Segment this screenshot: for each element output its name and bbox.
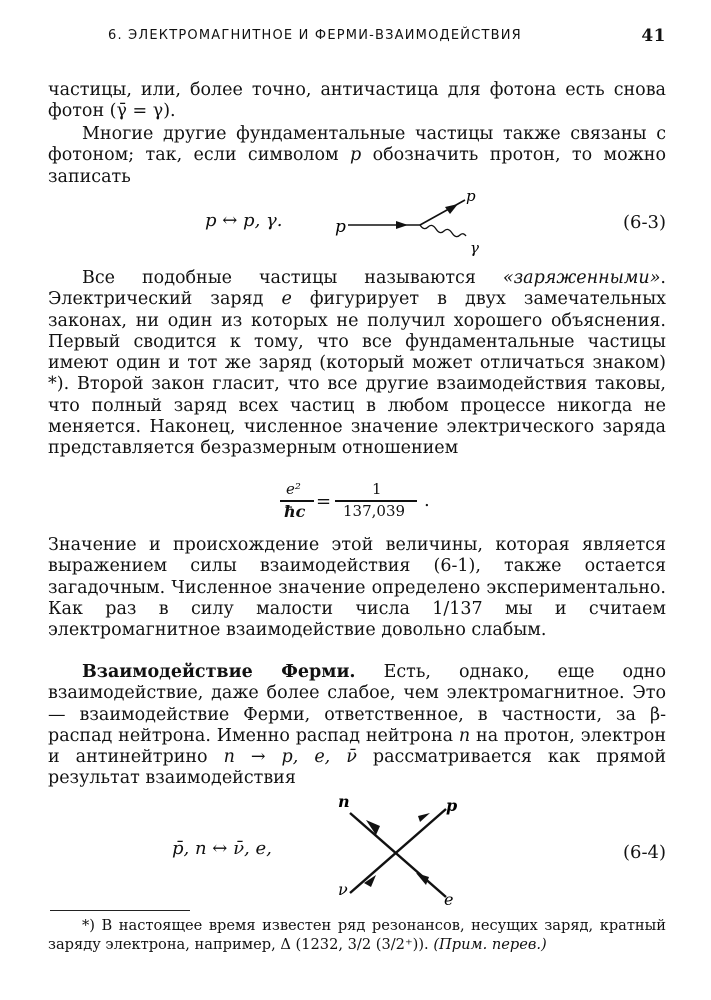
equation-6-4-label: (6-4) [622, 842, 666, 863]
section-heading-fermi: Взаимодействие Ферми. [82, 662, 356, 682]
equation-6-4: p̄, n ↔ ν̄, e, [172, 838, 272, 859]
diagram-label-out: p [466, 187, 476, 205]
paragraph-2-text-a: Многие другие фундаментальные частицы также связаны с фотоном; так, если символом [48, 124, 666, 166]
diagram-label-n: n [338, 792, 350, 811]
paragraph-1 [48, 80, 666, 123]
paragraph-3-text-b: . Электрический заряд [48, 268, 666, 310]
diagram-label-e: e [444, 890, 454, 909]
paragraph-5-text-a: Есть, однако, еще одно взаимодействие, даже более слабое, чем электромагнитное. Это — взаимодействие Ферми, ответственное, в частности, за β-распад нейтрона. Именно распад нейтрона [48, 662, 666, 746]
fine-structure-ratio [280, 480, 460, 530]
ratio-rhs-denominator: 137,039 [343, 502, 406, 520]
running-header [48, 28, 666, 50]
equation-6-3-label: (6-3) [622, 212, 666, 233]
paragraph-5-text-c: рассматривается как прямой результат взаимодействия [48, 747, 666, 789]
footnote [48, 916, 666, 954]
footnote-text: *) В настоящее время известен ряд резонансов, несущих заряд, кратный заряду электрона, например, Δ (1232, 3/2 (3/2⁺)). [48, 917, 666, 953]
paragraph-1-text: частицы, или, более точно, античастица для фотона есть снова фотон (γ̄ = γ). [48, 80, 666, 122]
diagram-label-p: p [446, 796, 458, 815]
diagram-label-in: p [335, 217, 346, 237]
ratio-rhs-numerator: 1 [372, 480, 382, 498]
paragraph-4-text: Значение и происхождение этой величины, которая является выражением силы взаимодействия (6-1), также остается загадочным. Численное значение определено экспериментально. Как раз в силу малости числа 1/137 мы и считаем электромагнитное взаимодействие довольно слабым. [48, 535, 666, 641]
ratio-lhs-denominator: ħc [284, 502, 306, 521]
chapter-title: 6. ЭЛЕКТРОМАГНИТНОЕ И ФЕРМИ-ВЗАИМОДЕЙСТВИЯ [108, 28, 522, 43]
charge-symbol: e [281, 289, 292, 310]
page-number: 41 [641, 26, 666, 46]
ratio-equals: = [316, 491, 332, 512]
paragraph-3 [48, 268, 666, 460]
footnote-rule [50, 910, 190, 911]
paragraph-3-text-c: фигурирует в двух замечательных законах, ни один из которых не получил хорошего объяснения. Первый сводится к тому, что все фундаментальные частицы имеют один и тот же заряд (который может отличаться знаком) *). Второй закон гласит, что все другие взаимодействия таковы, что полный заряд всех частиц в любом процессе никогда не меняется. Наконец, численное значение электрического заряда представляется безразмерным отношением [48, 289, 666, 459]
fermi-interaction-diagram [336, 792, 466, 910]
decay-reaction: n → p, e, ν̄ [223, 747, 357, 768]
diagram-label-photon: γ [470, 239, 479, 257]
paragraph-2 [48, 124, 666, 188]
charged-term: «заряженными» [502, 268, 661, 288]
diagram-label-nu: ν [338, 880, 348, 899]
paragraph-3-text-a: Все подобные частицы называются [82, 268, 503, 288]
proton-symbol: p [350, 145, 362, 166]
paragraph-5-text-b: на протон, электрон и антинейтрино [48, 725, 666, 768]
paragraph-5 [48, 662, 666, 790]
photon-emission-diagram [330, 188, 490, 258]
translator-note: (Прим. перев.) [433, 936, 547, 953]
neutron-symbol: n [458, 725, 471, 746]
ratio-end: . [424, 490, 430, 511]
equation-6-3: p ↔ p, γ. [205, 210, 283, 231]
ratio-lhs-numerator: e² [286, 480, 301, 498]
paragraph-4 [48, 535, 666, 641]
paragraph-2-text-b: обозначить протон, то можно записать [48, 145, 666, 187]
